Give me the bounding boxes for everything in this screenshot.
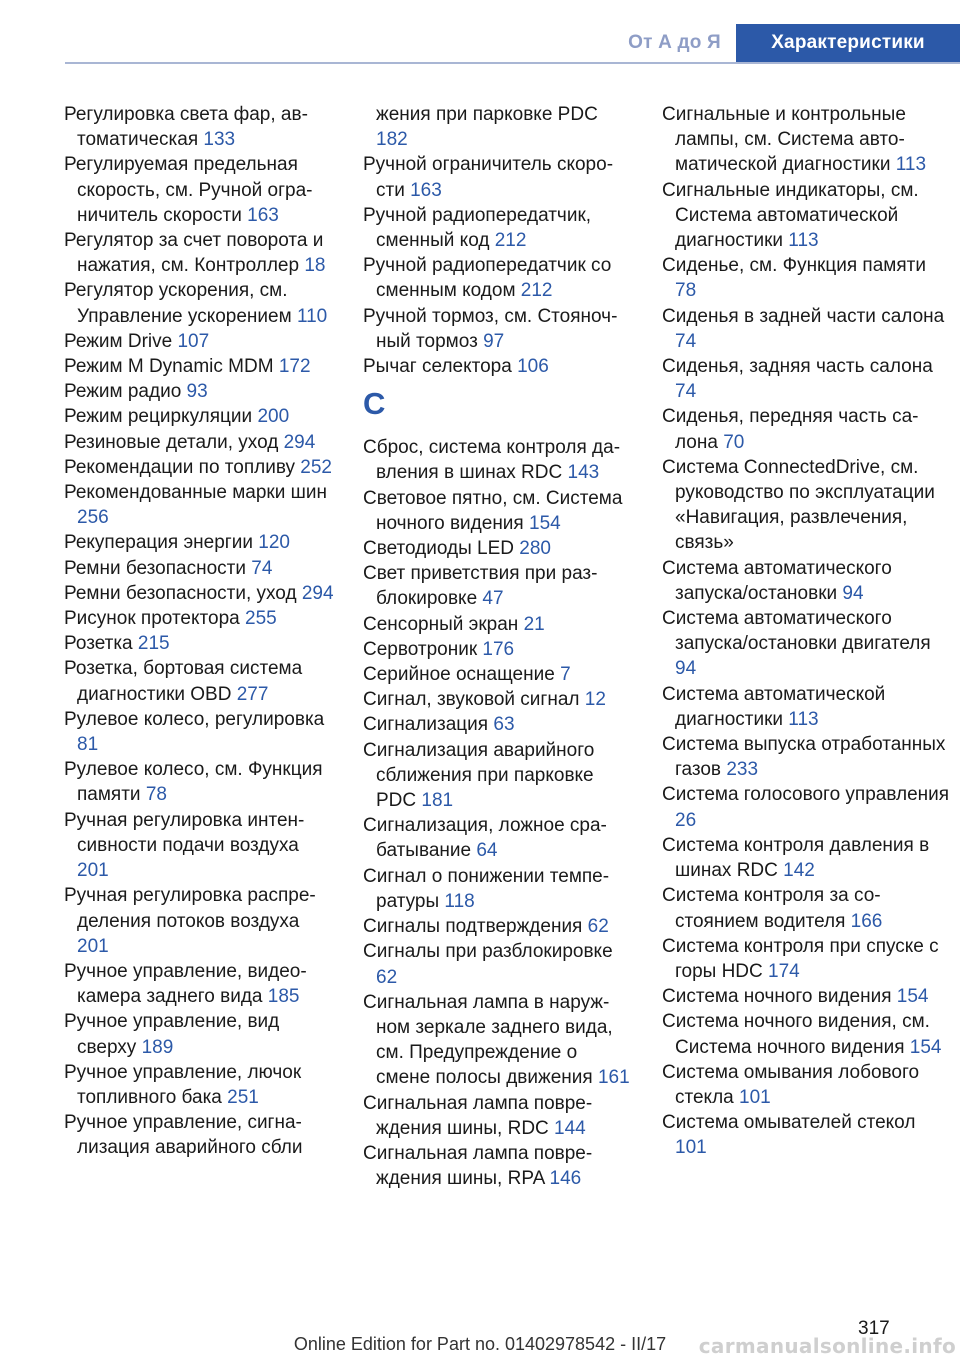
index-entry-text: Ремни безопасности, уход: [64, 582, 302, 604]
page-number: 317: [858, 1318, 890, 1339]
page-link[interactable]: 7: [560, 664, 571, 686]
index-entry: [662, 178, 952, 254]
index-entry: [662, 556, 952, 606]
index-entry-text: Система автоматического запуска/остановки двигателя: [662, 608, 931, 655]
page-link[interactable]: 294: [283, 431, 316, 453]
index-entry: [363, 1141, 633, 1191]
index-entry: [662, 455, 952, 556]
page-link[interactable]: 142: [783, 860, 815, 882]
page-link[interactable]: 154: [909, 1036, 942, 1058]
page-link[interactable]: 146: [549, 1168, 582, 1190]
page-link[interactable]: 110: [296, 305, 328, 327]
index-entry-text: Регулятор за счет поворота и нажатия, см. Контроллер: [64, 230, 324, 277]
page-link[interactable]: 189: [141, 1036, 174, 1058]
index-entry-text: Система ночного видения: [662, 986, 897, 1008]
index-entry: [662, 253, 952, 303]
index-entry: [363, 102, 633, 152]
page-link[interactable]: 143: [567, 462, 600, 484]
page-link[interactable]: 106: [517, 356, 549, 378]
page-link[interactable]: 101: [739, 1086, 771, 1108]
page-link[interactable]: 12: [584, 689, 606, 711]
index-entry: [64, 581, 334, 606]
index-entry-text: Рычаг селектора: [363, 356, 518, 378]
index-entry: [64, 530, 334, 555]
index-entry-text: Сигнальные и контрольные лампы, см. Система автоматической диагностики: [662, 104, 906, 176]
page-link[interactable]: 101: [675, 1137, 707, 1159]
page-link[interactable]: 200: [257, 406, 290, 428]
index-entry: [64, 278, 334, 328]
index-entry-text: Ручной радиопередатчик, сменный код: [363, 204, 592, 252]
index-entry-text: Рулевое колесо, см. Функция памяти: [64, 759, 323, 806]
page-link[interactable]: 201: [77, 935, 109, 957]
index-entry-text: Режим рециркуляции: [64, 406, 258, 428]
page-link[interactable]: 107: [177, 330, 210, 352]
index-entry-text: Сигнализация аварийного сближения при парковке PDC: [363, 739, 595, 812]
page-link[interactable]: 215: [137, 633, 170, 655]
index-entry-text: Ручное управление, видеокамера заднего вида: [64, 960, 307, 1008]
index-entry: [64, 556, 334, 581]
index-entry-text: Сигналы подтверждения: [363, 916, 588, 938]
index-column-1: [64, 102, 334, 1161]
index-entry-text: Серийное оснащение: [363, 664, 561, 686]
page-link[interactable]: 172: [278, 356, 311, 378]
page-link[interactable]: 233: [726, 759, 759, 781]
page-link[interactable]: 47: [482, 588, 504, 610]
index-entry-text: Рекуперация энергии: [64, 532, 259, 554]
index-entry: [363, 354, 633, 379]
index-entry: [662, 102, 952, 178]
page-link[interactable]: 144: [554, 1117, 586, 1139]
index-entry: [363, 152, 633, 202]
index-entry: [662, 833, 952, 883]
index-entry-text: Рекомендации по топливу: [64, 456, 301, 478]
index-entry-text: Ручное управление, вид сверху: [64, 1011, 280, 1058]
page-link[interactable]: 201: [77, 860, 109, 882]
page-link[interactable]: 113: [895, 154, 927, 176]
page-link[interactable]: 97: [483, 330, 505, 352]
index-entry-text: Режим Drive: [64, 330, 178, 352]
index-entry: [64, 656, 334, 706]
index-entry: [64, 606, 334, 631]
page-link[interactable]: 133: [203, 129, 236, 151]
page-link[interactable]: 70: [723, 431, 745, 453]
index-entry-text: Регулируемая предельная скорость, см. Ручной ограничитель скорости: [64, 154, 313, 226]
index-entry: [662, 984, 952, 1009]
index-entry-text: Сигнал, звуковой сигнал: [363, 689, 585, 711]
page-link[interactable]: 256: [77, 507, 109, 529]
index-entry-text: Резиновые детали, уход: [64, 431, 284, 453]
index-entry: [64, 959, 334, 1009]
index-entry: [363, 536, 633, 561]
index-entry: [64, 480, 334, 530]
index-entry-text: Сиденья, передняя часть салона: [662, 406, 919, 453]
page-link[interactable]: 255: [245, 608, 277, 630]
page-link[interactable]: 74: [251, 557, 273, 579]
index-entry: [64, 430, 334, 455]
page-link[interactable]: 280: [519, 538, 551, 560]
index-entry: [64, 1060, 334, 1110]
index-entry-text: Сигнализация, ложное срабатывание: [363, 815, 607, 862]
index-entry-text: Рулевое колесо, регулировка: [64, 708, 325, 730]
page-link[interactable]: 21: [523, 613, 545, 635]
index-entry: [64, 757, 334, 807]
index-entry-text: Рекомендованные марки шин: [64, 482, 327, 504]
index-entry: [64, 1009, 334, 1059]
index-entry-text: Рисунок протектора: [64, 608, 245, 630]
page-link[interactable]: 185: [267, 986, 300, 1008]
page-link[interactable]: 181: [421, 790, 454, 812]
index-entry-text: Световое пятно, см. Система ночного видения: [363, 487, 623, 534]
index-entry: [64, 228, 334, 278]
index-entry-text: Светодиоды LED: [363, 538, 520, 560]
index-entry-text: Система выпуска отработанных газов: [662, 734, 946, 781]
index-column-2: [363, 102, 633, 1191]
index-column-3: [662, 102, 952, 1161]
page-link[interactable]: 212: [520, 280, 553, 302]
index-entry-text: Сброс, система контроля давления в шинах RDC: [363, 437, 621, 484]
index-entry: [662, 883, 952, 933]
index-entry-text: Сенсорный экран: [363, 613, 524, 635]
index-entry: [363, 687, 633, 712]
page-link[interactable]: 120: [258, 532, 290, 554]
page-link[interactable]: 161: [597, 1067, 630, 1089]
edition-footer: Online Edition for Part no. 01402978542 - II/17: [293, 1334, 667, 1354]
index-entry: [363, 253, 633, 303]
index-entry: [64, 707, 334, 757]
index-entry: [363, 1091, 633, 1141]
index-entry: [662, 304, 952, 354]
index-entry-text: Режим радио: [64, 381, 187, 403]
page-link[interactable]: 94: [842, 582, 864, 604]
index-entry-text: Ремни безопасности: [64, 557, 252, 579]
index-entry: [363, 203, 633, 253]
page-link[interactable]: 252: [300, 456, 332, 478]
page-link[interactable]: 163: [247, 204, 279, 226]
index-entry: [363, 561, 633, 611]
index-entry-text: Розетка, бортовая система диагностики OBD: [64, 658, 303, 705]
index-entry-text: Ручной тормоз, см. Стояночный тормоз: [363, 305, 618, 352]
watermark: carmanualsonline.info: [698, 1334, 956, 1358]
page-link[interactable]: 251: [227, 1086, 259, 1108]
index-entry: [662, 606, 952, 682]
index-entry-text: Сигнальная лампа повреждения шины, RPA: [363, 1142, 593, 1190]
index-entry-text: Сигнальная лампа в наружном зеркале заднего вида, см. Предупреждение о смене полосы движения: [363, 991, 613, 1089]
index-entry-text: Система ConnectedDrive, см. руководство по эксплуатации «Навигация, развлечения, связь»: [662, 456, 935, 554]
page-link[interactable]: 78: [675, 280, 697, 302]
index-entry: [662, 1009, 952, 1059]
index-entry-text: Система контроля при спуске с горы HDC: [662, 935, 939, 982]
index-entry: [662, 934, 952, 984]
index-entry: [363, 304, 633, 354]
index-entry-text: Режим M Dynamic MDM: [64, 356, 279, 378]
index-entry-text: Ручная регулировка интенсивности подачи воздуха: [64, 809, 305, 856]
index-entry: [64, 102, 334, 152]
page-link[interactable]: 176: [482, 638, 515, 660]
index-entry: [363, 990, 633, 1091]
index-entry-text: Сигнализация: [363, 714, 494, 736]
page-link[interactable]: 94: [675, 658, 697, 680]
page-link[interactable]: 78: [145, 784, 167, 806]
page-link[interactable]: 113: [788, 230, 819, 252]
index-entry: [662, 1110, 952, 1160]
index-entry-text: Система ночного видения, см. Система ночного видения: [662, 1011, 930, 1058]
index-entry: [363, 486, 633, 536]
index-entry-text: Система омывателей стекол: [662, 1112, 916, 1134]
index-entry-text: Система омывания лобового стекла: [662, 1061, 920, 1108]
page-link[interactable]: 62: [587, 916, 609, 938]
index-entry: [662, 682, 952, 732]
page-link[interactable]: 154: [896, 986, 929, 1008]
page-link[interactable]: 212: [494, 230, 527, 252]
index-letter-heading: С: [363, 386, 386, 422]
index-entry: [64, 152, 334, 228]
index-entry-text: Система контроля давления в шинах RDC: [662, 834, 930, 882]
index-entry: [363, 612, 633, 637]
index-entry-text: Ручная регулировка распределения потоков воздуха: [64, 885, 316, 932]
page-link[interactable]: 154: [529, 512, 561, 534]
index-entry-text: Система автоматической диагностики: [662, 683, 886, 730]
index-entry-text: Система голосового управления: [662, 784, 950, 806]
page-link[interactable]: 81: [77, 734, 99, 756]
page-link[interactable]: 163: [410, 179, 442, 201]
index-entry: [662, 732, 952, 782]
page-link[interactable]: 174: [768, 960, 800, 982]
index-entry-text: Свет приветствия при разблокировке: [363, 563, 598, 610]
page-link[interactable]: 18: [304, 255, 326, 277]
index-entry: [662, 404, 952, 454]
page-link[interactable]: 294: [301, 582, 334, 604]
index-entry: [64, 455, 334, 480]
page-link[interactable]: 62: [376, 966, 398, 988]
index-entry: [363, 864, 633, 914]
index-entry-text: Сигнальные индикаторы, см. Система автоматической диагностики: [662, 179, 919, 252]
index-entry-text: Сервотроник: [363, 638, 483, 660]
page-link[interactable]: 118: [444, 890, 475, 912]
index-entry: [363, 662, 633, 687]
index-entry-text: Розетка: [64, 633, 138, 655]
index-entry-text: Ручной радиопередатчик со сменным кодом: [363, 255, 612, 302]
index-entry-text: Система автоматического запуска/остановки: [662, 557, 892, 604]
index-entry-text: жения при парковке PDC: [376, 104, 598, 125]
page-link[interactable]: 166: [850, 910, 883, 932]
page-link[interactable]: 93: [186, 381, 208, 403]
page-link[interactable]: 63: [493, 714, 515, 736]
index-entry-text: Сигналы при разблокировке: [363, 941, 613, 963]
index-entry-text: Ручной ограничитель скорости: [363, 154, 614, 201]
index-entry: [64, 329, 334, 354]
page-link[interactable]: 26: [675, 809, 697, 831]
index-entry: [363, 914, 633, 939]
index-entry: [64, 379, 334, 404]
page-link[interactable]: 74: [675, 330, 697, 352]
index-entry-text: Сиденье, см. Функция памяти: [662, 255, 926, 277]
index-entry-text: Ручное управление, лючок топливного бака: [64, 1061, 302, 1108]
index-entry-text: Сигнальная лампа повреждения шины, RDC: [363, 1092, 593, 1139]
section-tab[interactable]: От А до Я: [615, 24, 734, 62]
page-link[interactable]: 277: [236, 683, 269, 705]
index-entry: [64, 631, 334, 656]
index-entry: [662, 1060, 952, 1110]
index-entry-text: Система контроля за состоянием водителя: [662, 885, 881, 932]
index-entry: [363, 813, 633, 863]
index-entry-text: Сиденья в задней части салона: [662, 305, 945, 327]
index-entry: [363, 939, 633, 989]
index-entry: [363, 637, 633, 662]
index-entry-text: Регулятор ускорения, см. Управление ускорением: [64, 280, 297, 327]
page-link[interactable]: 113: [788, 708, 819, 730]
page-link[interactable]: 182: [376, 129, 408, 151]
page-link[interactable]: 64: [476, 840, 498, 862]
index-entry: [64, 404, 334, 429]
index-entry: [662, 354, 952, 404]
index-entry-text: Сиденья, задняя часть салона: [662, 356, 933, 378]
index-entry: [363, 738, 633, 814]
chapter-tab[interactable]: Характеристики: [736, 24, 960, 62]
index-entry: [64, 808, 334, 884]
index-entry-text: Ручное управление, сигнализация аварийного сбли: [64, 1112, 303, 1159]
index-entry: [662, 782, 952, 832]
header-divider: [65, 62, 960, 64]
index-entry: [64, 1110, 334, 1160]
index-entry-text: Регулировка света фар, автоматическая: [64, 104, 308, 151]
index-entry: [64, 354, 334, 379]
index-entry: [363, 435, 633, 485]
page-link[interactable]: 74: [675, 381, 697, 403]
index-entry: [363, 712, 633, 737]
index-entry: [64, 883, 334, 959]
index-entry-text: Сигнал о понижении температуры: [363, 865, 610, 912]
